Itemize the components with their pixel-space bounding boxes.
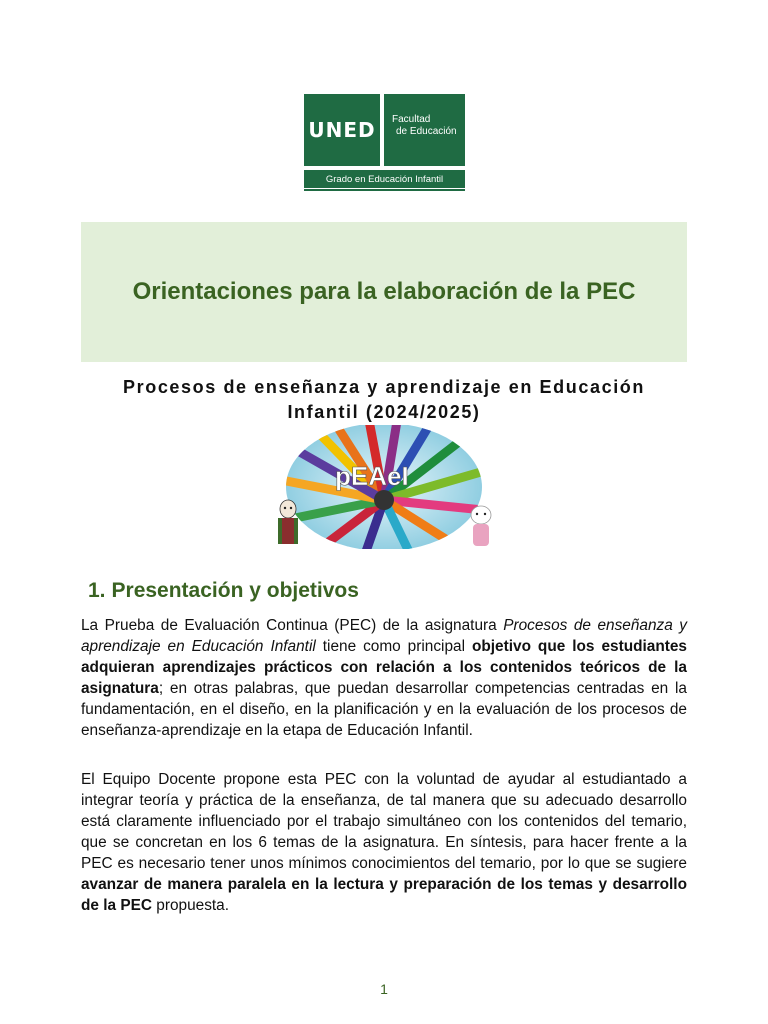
p1-text-3: tiene como principal [315,638,472,655]
subtitle-line-2: Infantil (2024/2025) [287,402,481,422]
peael-text: pEAeI [335,461,409,491]
course-subtitle [81,375,687,425]
p1-text-1: La Prueba de Evaluación Continua (PEC) de la asignatura [81,617,504,634]
section-number: 1. [88,579,106,602]
section-title: Presentación y objetivos [111,579,359,602]
faculty-line-2: de Educación [396,126,457,137]
p2-text-1: El Equipo Docente propone esta PEC con la voluntad de ayudar al estudiantado a integrar teoría y práctica de la enseñanza, de tal manera que su adecuado desarrollo está claramente influenciado por el trabajo simultáneo con los contenidos del temario, que se concretan en los 6 temas de la asignatura. En síntesis, para hacer frente a la PEC es necesario tener unos mínimos conocimientos del temario, por lo que se sugiere [81,771,687,872]
p2-advice-bold: avanzar de manera paralela en la lectura y preparación de los temas y desarrollo de la PEC [81,876,687,914]
uned-logo [304,94,465,192]
faculty-label [384,94,465,166]
section-heading [88,579,359,603]
right-character-icon [471,506,491,546]
colored-pencils-illustration [273,425,495,549]
logo-underline [304,189,465,191]
faculty-line-1: Facultad [392,114,431,125]
subtitle-line-1: Procesos de enseñanza y aprendizaje en Educación [123,377,645,397]
left-character-icon [278,500,298,544]
page-number: 1 [380,981,388,997]
p1-objective-bold: objetivo que los estudiantes adquieran aprendizajes prácticos con relación a los contenidos teóricos de la asignatura [81,638,687,697]
uned-wordmark: UNED [304,94,380,166]
paragraph-1 [81,615,687,741]
paragraph-2 [81,769,687,916]
p1-text-5: ; en otras palabras, que puedan desarrollar competencias centradas en la fundamentación, en el diseño, en la planificación y en la evaluación de los procesos de enseñanza-aprendizaje en la etapa de Educación Infantil. [81,680,687,739]
degree-label: Grado en Educación Infantil [304,170,465,188]
p1-course-name: Procesos de enseñanza y aprendizaje en Educación Infantil [81,617,687,655]
document-title: Orientaciones para la elaboración de la PEC [132,278,636,305]
title-banner [81,222,687,362]
p2-text-3: propuesta. [152,897,230,914]
